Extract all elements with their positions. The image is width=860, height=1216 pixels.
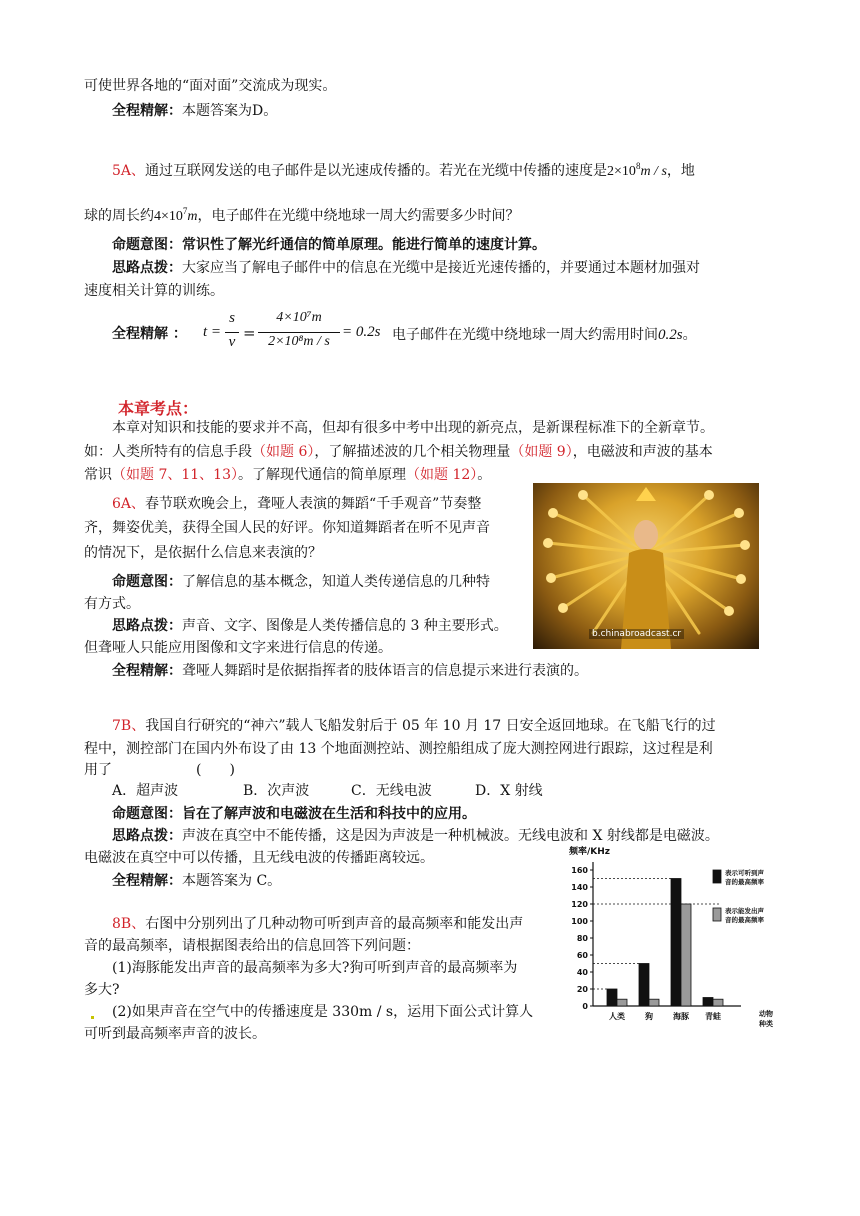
q5-line1: 5A、通过互联网发送的电子邮件是以光速成传播的。若光在光缆中传播的速度是$2\times 10^8m / s$，地 [112,161,695,179]
chapter-p1: 本章对知识和技能的要求并不高，但却有很多中考中出现的新亮点，是新课程标准下的全新章节。 [112,420,714,436]
intro-line: 可使世界各地的“面对面”交流成为现实。 [84,78,337,94]
dance-photo [533,483,759,649]
fraction-s-over-v [224,310,240,354]
q7-line3: 用了 ( ) [84,762,235,778]
q8-line5: (2)如果声音在空气中的传播速度是 330m / s，运用下面公式计算人 [112,1004,534,1020]
chart-xlabel-1: 动物 [759,1010,773,1018]
bar-emitting [681,904,691,1006]
y-tick-label: 60 [576,951,588,960]
q8-line2: 音的最高频率，请根据图表给出的信息回答下列问题： [84,938,420,954]
question-number: 8B、 [112,916,146,932]
q8-line3: (1)海豚能发出声音的最高频率为多大?狗可听到声音的最高频率为 [112,960,518,976]
fraction-numerator: 4×10⁷m [276,310,322,325]
option-b: B．次声波 [243,783,310,799]
legend-label-line: 音的最高频率 [725,878,764,886]
q7-line1: 7B、我国自行研究的“神六”载人飞船发射后于 05 年 10 月 17 日安全返回地球。在飞船飞行的过 [112,718,716,734]
chapter-p3: 常识（如题 7、11、13）。了解现代通信的简单原理（如题 12）。 [84,467,492,483]
q6-line1: 6A、春节联欢晚会上，聋哑人表演的舞蹈“千手观音”节奏整 [112,496,482,512]
chart-xlabel-2: 种类 [759,1020,773,1028]
formula-result: = 0.2s [342,324,381,340]
q7-intent: 命题意图：旨在了解声波和电磁波在生活和科技中的应用。 [112,806,476,822]
y-axis [571,862,741,1011]
bar-hearing [671,879,681,1007]
chart-ylabel: 频率/KHz [569,847,611,857]
q7-hint-line1: 思路点拨：声波在真空中不能传播，这是因为声波是一种机械波。无线电波和 X 射线都是电磁波。 [112,828,719,844]
x-tick-labels [609,1011,721,1021]
bar-hearing [639,964,649,1007]
q8-line4: 多大? [84,982,120,998]
q6-intent-line1: 命题意图：了解信息的基本概念，知道人类传递信息的几种特 [112,574,490,590]
intro-answer: 全程精解：本题答案为D。 [112,103,278,119]
y-tick-label: 0 [582,1002,588,1011]
bars [607,879,723,1007]
legend-swatch [713,908,721,921]
question-number: 6A、 [112,496,146,512]
guide-lines [593,879,721,990]
frequency-chart [561,840,781,1040]
bar-hearing [703,998,713,1007]
bar-emitting [617,999,627,1006]
q7-hint-line2: 电磁波在真空中可以传播，且无线电波的传播距离较远。 [84,850,434,866]
x-tick-label: 人类 [609,1012,625,1021]
bar-hearing [607,989,617,1006]
stray-mark [91,1016,94,1019]
q6-hint-line1: 思路点拨：声音、文字、图像是人类传播信息的 3 种主要形式。 [112,618,508,634]
photo-watermark: b.chinabroadcast.cr [589,629,684,639]
q6-line2: 齐，舞姿优美，获得全国人民的好评。你知道舞蹈者在听不见声音 [84,520,490,536]
q6-hint-line2: 但聋哑人只能应用图像和文字来进行信息的传递。 [84,640,392,656]
fraction-bar [225,332,239,333]
q7-line2: 程中，测控部门在国内外布设了由 13 个地面测控站、测控船组成了庞大测控网进行跟踪，这过程是利 [84,741,713,757]
q5-answer-text: 电子邮件在光缆中绕地球一周大约需用时间0.2s。 [392,327,697,343]
fraction-bar [258,332,340,333]
question-number: 7B、 [112,718,146,734]
q8-line1: 8B、右图中分别列出了几种动物可听到声音的最高频率和能发出声 [112,916,524,932]
answer-label: 全程精解： [112,103,182,119]
legend-label-line: 表示可听到声 [725,869,764,877]
q7-answer: 全程精解：本题答案为 C。 [112,873,282,889]
legend [713,868,765,924]
q6-answer: 全程精解：聋哑人舞蹈时是依据指挥者的肢体语言的信息提示来进行表演的。 [112,663,588,679]
fraction-denominator: v [228,334,236,350]
x-tick-label: 狗 [645,1012,653,1021]
chapter-heading: 本章考点： [118,399,199,418]
option-c: C．无线电波 [351,783,432,799]
dance-photo-illustration [533,483,759,649]
fraction-denominator: 2×10⁸m / s [268,334,330,349]
y-tick-label: 100 [571,917,588,926]
y-tick-label: 140 [571,883,588,892]
x-tick-label: 青蛙 [705,1012,721,1021]
y-tick-label: 40 [576,968,588,977]
x-tick-label: 海豚 [673,1012,689,1021]
q5-intent: 命题意图：常识性了解光纤通信的简单原理。能进行简单的速度计算。 [112,237,546,253]
formula-equals: = [243,324,256,342]
legend-label-line: 表示能发出声 [725,907,764,915]
fraction-numerator: s [229,310,235,326]
fraction-main [258,310,340,354]
legend-swatch [713,870,721,883]
option-d: D．X 射线 [475,783,543,799]
option-a: A．超声波 [112,783,179,799]
bar-emitting [649,999,659,1006]
chapter-p2: 如：人类所特有的信息手段（如题 6），了解描述波的几个相关物理量（如题 9），电磁波和声波的基本 [84,444,713,460]
y-tick-label: 160 [571,866,588,875]
formula-t: t = [203,324,222,340]
q7-options [112,781,543,801]
q5-answer-label: 全程精解 ： [112,326,187,342]
question-number: 5A、 [112,163,146,179]
q8-line6: 可听到最高频率声音的波长。 [84,1026,266,1042]
y-tick-label: 120 [571,900,588,909]
y-tick-label: 80 [576,934,588,943]
q6-intent-line2: 有方式。 [84,596,140,612]
q6-line3: 的情况下，是依据什么信息来表演的？ [84,545,322,561]
legend-label-line: 音的最高频率 [725,916,764,924]
y-tick-label: 20 [576,985,588,994]
frequency-chart-svg [561,840,781,1040]
bar-emitting [713,999,723,1006]
q5-hint-line1: 思路点拨：大家应当了解电子邮件中的信息在光缆中是接近光速传播的，并要通过本题材加强对 [112,260,700,276]
q5-line2: 球的周长约$4\times 10^7m$，电子邮件在光缆中绕地球一周大约需要多少时间？ [84,206,520,224]
q5-hint-line2: 速度相关计算的训练。 [84,283,224,299]
